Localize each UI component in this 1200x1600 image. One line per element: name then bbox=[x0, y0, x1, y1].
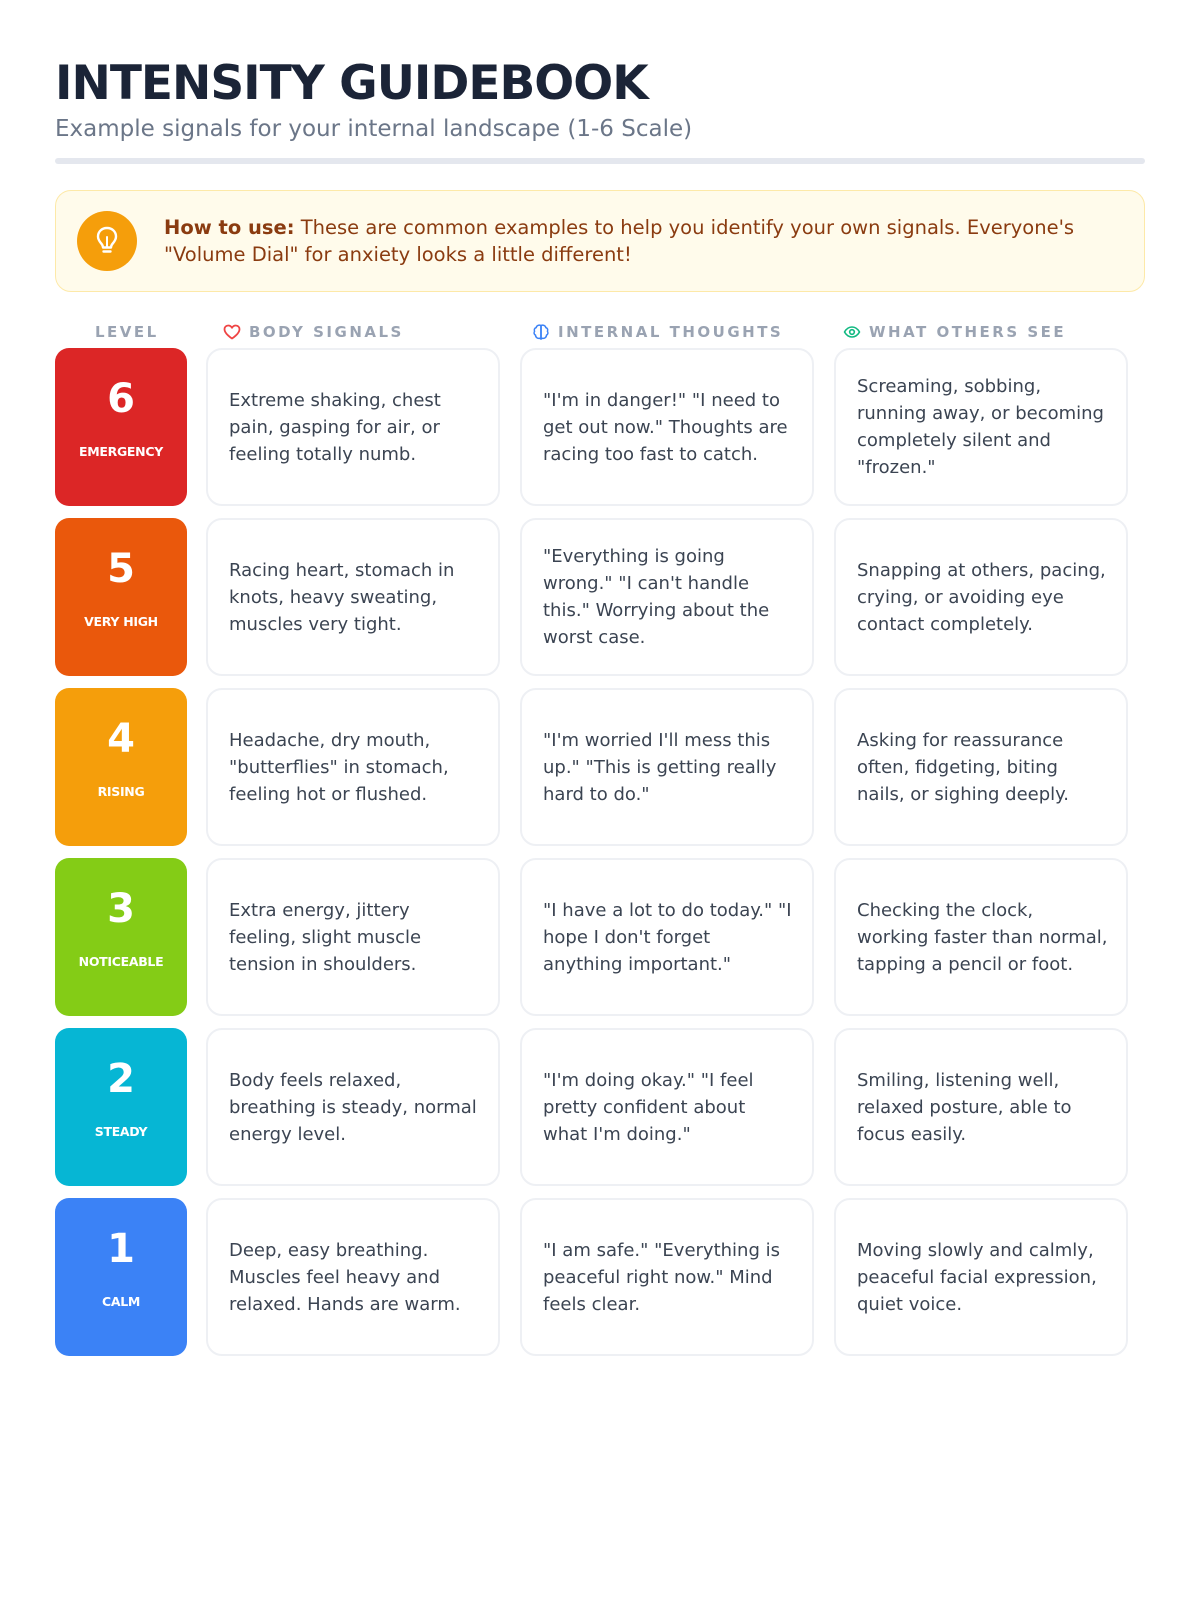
what-others-see-cell bbox=[834, 858, 1128, 1016]
notice-body: These are common examples to help you identify your own signals. Everyone's "Volume Dial" for anxiety looks a little different! bbox=[164, 216, 1075, 266]
level-row-6 bbox=[55, 348, 1145, 506]
body-signals-cell bbox=[206, 1028, 500, 1186]
internal-thoughts-cell bbox=[520, 518, 814, 676]
level-row-4 bbox=[55, 688, 1145, 846]
level-number: 2 bbox=[107, 1056, 135, 1102]
internal-thoughts-text: "I'm worried I'll mess this up." "This is getting really hard to do." bbox=[543, 729, 777, 805]
level-row-3 bbox=[55, 858, 1145, 1016]
what-others-see-text: Snapping at others, pacing, crying, or avoiding eye contact completely. bbox=[857, 559, 1106, 635]
level-row-5 bbox=[55, 518, 1145, 676]
body-signals-cell bbox=[206, 518, 500, 676]
column-header-level bbox=[95, 320, 159, 344]
level-name: STEADY bbox=[94, 1124, 148, 1139]
what-others-see-text: Moving slowly and calmly, peaceful facial expression, quiet voice. bbox=[857, 1239, 1097, 1315]
page-title: INTENSITY GUIDEBOOK bbox=[55, 56, 648, 111]
column-header-level-label: LEVEL bbox=[95, 323, 159, 341]
what-others-see-cell bbox=[834, 1028, 1128, 1186]
what-others-see-cell bbox=[834, 688, 1128, 846]
internal-thoughts-text: "I am safe." "Everything is peaceful right now." Mind feels clear. bbox=[543, 1239, 780, 1315]
column-header-others bbox=[843, 320, 1066, 344]
level-name: VERY HIGH bbox=[84, 614, 158, 629]
title-divider bbox=[55, 158, 1145, 164]
what-others-see-text: Asking for reassurance often, fidgeting, biting nails, or sighing deeply. bbox=[857, 729, 1069, 805]
level-name: CALM bbox=[101, 1294, 141, 1309]
body-signals-cell bbox=[206, 348, 500, 506]
internal-thoughts-cell bbox=[520, 1198, 814, 1356]
brain-icon bbox=[532, 323, 550, 341]
body-signals-cell bbox=[206, 1198, 500, 1356]
column-header-body bbox=[223, 320, 404, 344]
internal-thoughts-cell bbox=[520, 688, 814, 846]
level-name: RISING bbox=[97, 784, 145, 799]
level-number: 3 bbox=[107, 886, 135, 932]
body-signals-text: Body feels relaxed, breathing is steady, normal energy level. bbox=[229, 1069, 477, 1145]
page-subtitle: Example signals for your internal landscape (1-6 Scale) bbox=[55, 116, 693, 142]
column-header-thoughts bbox=[532, 320, 783, 344]
what-others-see-cell bbox=[834, 348, 1128, 506]
internal-thoughts-cell bbox=[520, 348, 814, 506]
notice-lead: How to use: bbox=[164, 216, 295, 239]
level-badge bbox=[55, 1028, 187, 1186]
eye-icon bbox=[843, 325, 861, 339]
level-badge bbox=[55, 1198, 187, 1356]
internal-thoughts-text: "I'm in danger!" "I need to get out now." Thoughts are racing too fast to catch. bbox=[543, 389, 788, 465]
lightbulb-icon bbox=[77, 211, 137, 271]
level-badge bbox=[55, 858, 187, 1016]
column-header-thoughts-label: INTERNAL THOUGHTS bbox=[558, 323, 784, 341]
level-badge bbox=[55, 348, 187, 506]
level-row-1 bbox=[55, 1198, 1145, 1356]
level-number: 4 bbox=[107, 716, 135, 762]
body-signals-text: Deep, easy breathing. Muscles feel heavy and relaxed. Hands are warm. bbox=[229, 1239, 461, 1315]
column-header-body-label: BODY SIGNALS bbox=[249, 323, 404, 341]
body-signals-text: Racing heart, stomach in knots, heavy sweating, muscles very tight. bbox=[229, 559, 455, 635]
what-others-see-text: Smiling, listening well, relaxed posture, able to focus easily. bbox=[857, 1069, 1072, 1145]
heart-icon bbox=[223, 324, 241, 340]
level-number: 5 bbox=[107, 546, 135, 592]
internal-thoughts-cell bbox=[520, 858, 814, 1016]
level-badge bbox=[55, 688, 187, 846]
column-header-others-label: WHAT OTHERS SEE bbox=[869, 323, 1067, 341]
body-signals-text: Extra energy, jittery feeling, slight muscle tension in shoulders. bbox=[229, 899, 422, 975]
internal-thoughts-text: "I have a lot to do today." "I hope I don't forget anything important." bbox=[543, 899, 792, 975]
notice-text bbox=[164, 214, 1114, 268]
internal-thoughts-text: "Everything is going wrong." "I can't handle this." Worrying about the worst case. bbox=[543, 546, 770, 648]
what-others-see-text: Checking the clock, working faster than normal, tapping a pencil or foot. bbox=[857, 899, 1108, 975]
what-others-see-cell bbox=[834, 518, 1128, 676]
level-name: EMERGENCY bbox=[79, 444, 163, 459]
internal-thoughts-text: "I'm doing okay." "I feel pretty confident about what I'm doing." bbox=[543, 1069, 754, 1145]
level-number: 1 bbox=[107, 1226, 135, 1272]
what-others-see-text: Screaming, sobbing, running away, or becoming completely silent and "frozen." bbox=[857, 376, 1104, 478]
level-number: 6 bbox=[107, 376, 135, 422]
level-row-2 bbox=[55, 1028, 1145, 1186]
body-signals-cell bbox=[206, 688, 500, 846]
level-badge bbox=[55, 518, 187, 676]
body-signals-text: Extreme shaking, chest pain, gasping for air, or feeling totally numb. bbox=[229, 389, 441, 465]
body-signals-cell bbox=[206, 858, 500, 1016]
internal-thoughts-cell bbox=[520, 1028, 814, 1186]
body-signals-text: Headache, dry mouth, "butterflies" in stomach, feeling hot or flushed. bbox=[229, 729, 449, 805]
how-to-use-notice bbox=[55, 190, 1145, 292]
level-name: NOTICEABLE bbox=[78, 954, 164, 969]
what-others-see-cell bbox=[834, 1198, 1128, 1356]
